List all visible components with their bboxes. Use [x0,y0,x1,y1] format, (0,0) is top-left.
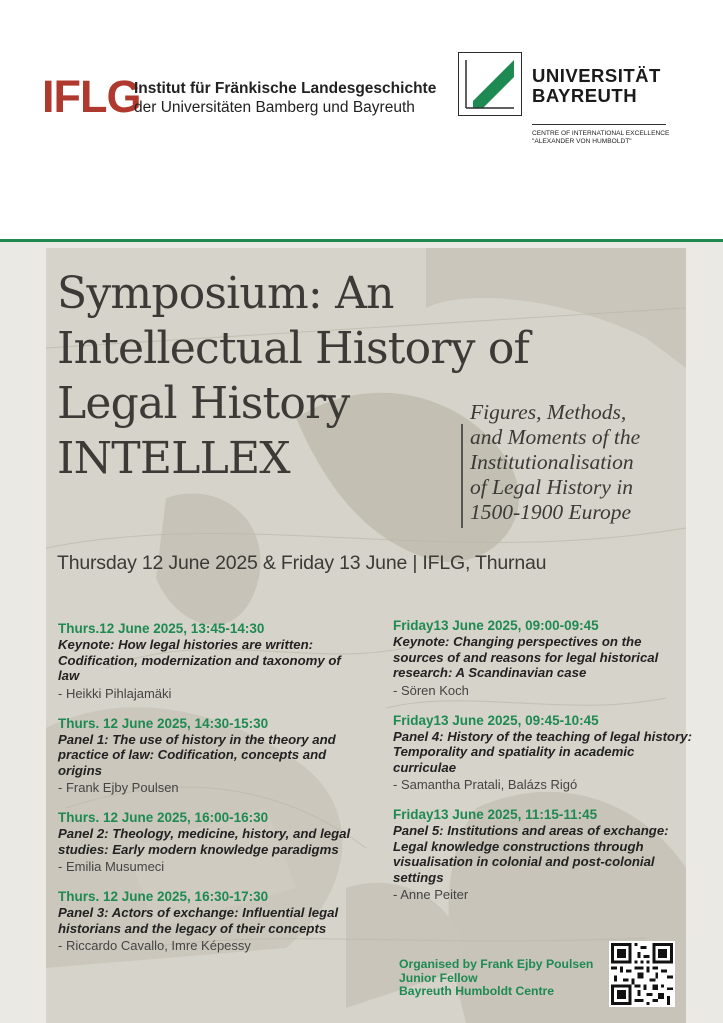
subtitle-line4: of Legal History in [470,475,634,499]
program-entry [58,810,363,875]
entry-speaker: - Samantha Pratali, Balázs Rigó [393,777,578,792]
entry-speaker: - Heikki Pihlajamäki [58,685,172,701]
program-right-column [393,618,693,917]
iflg-institute-name [134,79,436,117]
title-line2: Intellectual History of [57,323,530,374]
subtitle-line2: and Moments of the [470,425,641,449]
university-centre-line1: CENTRE OF INTERNATIONAL EXCELLENCE [532,130,670,137]
entry-time: Friday13 June 2025, 09:45-10:45 [393,712,599,728]
symposium-title [57,266,529,486]
iflg-name-line2: der Universitäten Bamberg und Bayreuth [134,99,415,116]
entry-speaker: - Emilia Musumeci [58,859,165,874]
title-line4: INTELLEX [57,433,290,484]
university-name-line2: BAYREUTH [532,85,638,106]
program-entry [58,621,363,702]
organiser-line1: Organised by Frank Ejby Poulsen [399,957,594,971]
event-dates: Thursday 12 June 2025 & Friday 13 June | IFLG, Thurnau [57,552,547,574]
qr-code-icon[interactable] [609,941,675,1007]
entry-time: Thurs. 12 June 2025, 16:30-17:30 [58,889,269,904]
program-entry [58,889,363,954]
entry-title: Panel 2: Theology, medicine, history, and legal studies: Early modern knowledge paradigms [58,826,351,857]
entry-speaker: - Sören Koch [393,682,469,698]
entry-time: Friday13 June 2025, 09:00-09:45 [393,618,599,633]
university-centre-line2: "ALEXANDER VON HUMBOLDT" [532,138,632,145]
title-line1: Symposium: An [57,268,394,319]
program-entry [393,807,693,903]
entry-time: Thurs.12 June 2025, 13:45-14:30 [58,621,265,636]
organiser-line2: Junior Fellow [399,970,478,985]
entry-speaker: - Anne Peiter [393,887,469,902]
entry-title: Panel 1: The use of history in the theory and practice of law: Codification, concepts and origins [58,731,336,778]
program-entry [393,618,693,699]
title-line3: Legal History [57,378,350,429]
university-bayreuth-logo-icon [458,52,522,116]
subtitle-bar [461,424,463,528]
university-name [532,66,661,106]
entry-time: Thurs. 12 June 2025, 14:30-15:30 [58,715,269,731]
iflg-name-line1: Institut für Fränkische Landesgeschichte [134,80,437,97]
subtitle-line3: Institutionalisation [470,450,634,474]
program-left-column [58,621,363,968]
university-name-line1: UNIVERSITÄT [532,65,661,86]
entry-title: Panel 4: History of the teaching of legal history: Temporality and spatiality in academic curriculae [393,728,692,775]
program-entry [393,713,693,794]
entry-title: Keynote: How legal histories are written: Codification, modernization and taxonomy of law [58,637,341,683]
symposium-subtitle [470,400,640,525]
header [0,0,723,240]
entry-time: Thurs. 12 June 2025, 16:00-16:30 [58,810,269,825]
entry-time: Friday13 June 2025, 11:15-11:45 [393,807,598,822]
organiser-line3: Bayreuth Humboldt Centre [399,984,555,998]
program-entry [58,716,363,797]
entry-speaker: - Frank Ejby Poulsen [58,780,179,795]
subtitle-line1: Figures, Methods, [470,400,627,424]
iflg-logo: IFLG [42,71,141,122]
subtitle-line5: 1500-1900 Europe [470,500,632,524]
university-centre-label [532,130,669,146]
entry-speaker: - Riccardo Cavallo, Imre Képessy [58,938,251,953]
entry-title: Keynote: Changing perspectives on the sources of and reasons for legal historical research: A Scandinavian case [393,634,659,680]
organiser-info [399,958,593,999]
university-divider [532,124,666,125]
entry-title: Panel 5: Institutions and areas of exchange: Legal knowledge constructions through visualisation in colonial and post-colonial settings [393,823,669,885]
entry-title: Panel 3: Actors of exchange: Influential legal historians and the legacy of their concepts [58,905,339,936]
